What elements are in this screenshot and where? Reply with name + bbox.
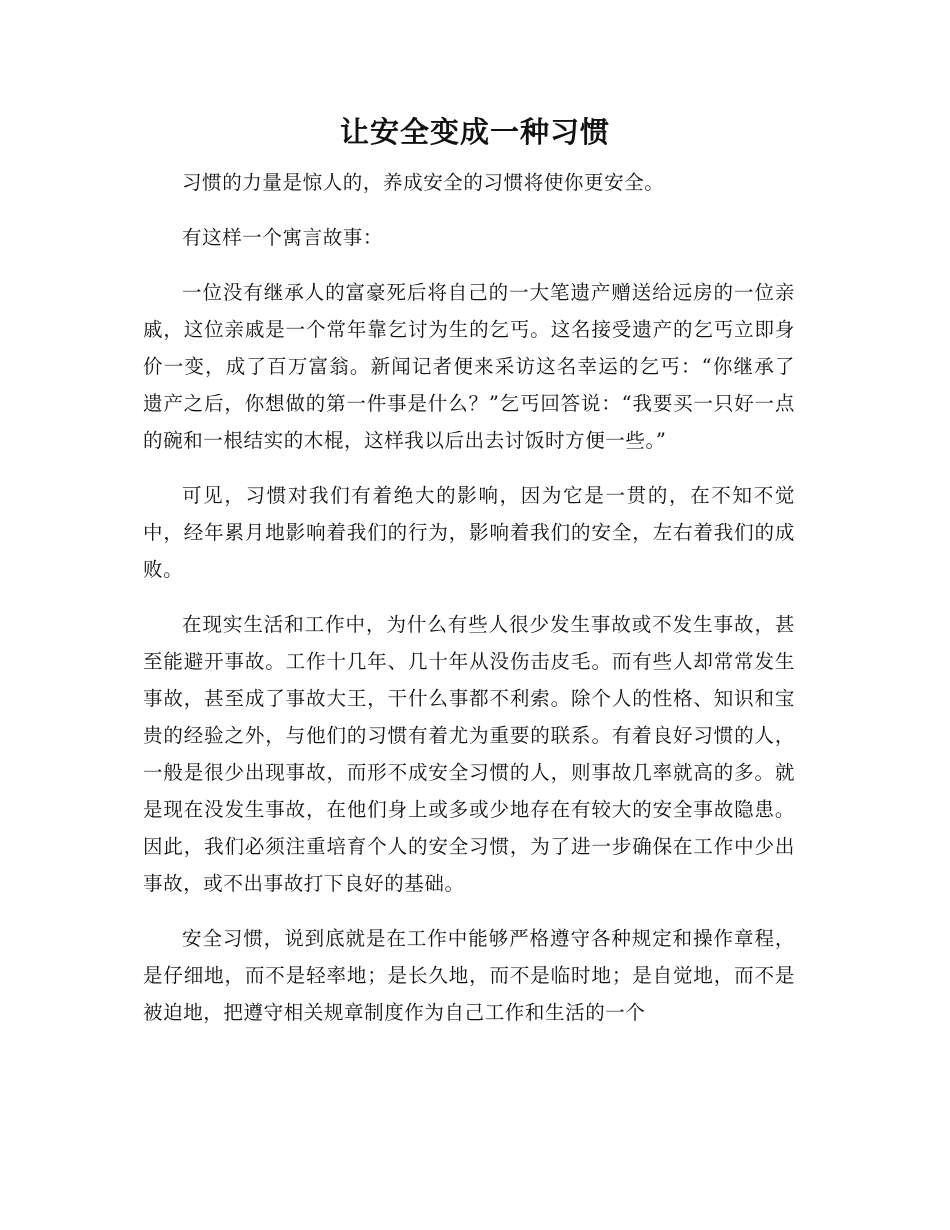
paragraph-1: 习惯的力量是惊人的，养成安全的习惯将使你更安全。 bbox=[182, 171, 665, 194]
paragraph-5: 在现实生活和工作中，为什么有些人很少发生事故或不发生事故，甚至能避开事故。工作十几年、几十年从没伤击皮毛。而有些人却常常发生事故，甚至成了事故大王，干什么事都不利索。除个人的性格、知识和宝贵的经验之外，与他们的习惯有着尤为重要的联系。有着良好习惯的人，一般是很少出现事故，而形不成安全习惯的人，则事故几率就高的多。就是现在没发生事故，在他们身上或多或少地存在有较大的安全事故隐患。因此，我们必须注重培育个人的安全习惯，为了进一步确保在工作中少出事故，或不出事故打下良好的基础。 bbox=[143, 613, 795, 895]
paragraph-3: 一位没有继承人的富豪死后将自己的一大笔遗产赠送给远房的一位亲戚，这位亲戚是一个常年靠乞讨为生的乞丐。这名接受遗产的乞丐立即身价一变，成了百万富翁。新闻记者便来采访这名幸运的乞丐：“你继承了遗产之后，你想做的第一件事是什么？”乞丐回答说：“我要买一只好一点的碗和一根结实的木棍，这样我以后出去讨饭时方便一些。” bbox=[143, 281, 795, 452]
paragraph-6: 安全习惯，说到底就是在工作中能够严格遵守各种规定和操作章程，是仔细地，而不是轻率地；是长久地，而不是临时地；是自觉地，而不是被迫地，把遵守相关规章制度作为自己工作和生活的一个 bbox=[143, 927, 795, 1024]
page-title: 让安全变成一种习惯 bbox=[339, 115, 610, 149]
paragraph-2: 有这样一个寓言故事： bbox=[182, 226, 384, 249]
document-body bbox=[143, 164, 795, 1049]
paragraph-4: 可见，习惯对我们有着绝大的影响，因为它是一贯的，在不知不觉中，经年累月地影响着我们的行为，影响着我们的安全，左右着我们的成败。 bbox=[143, 484, 795, 581]
